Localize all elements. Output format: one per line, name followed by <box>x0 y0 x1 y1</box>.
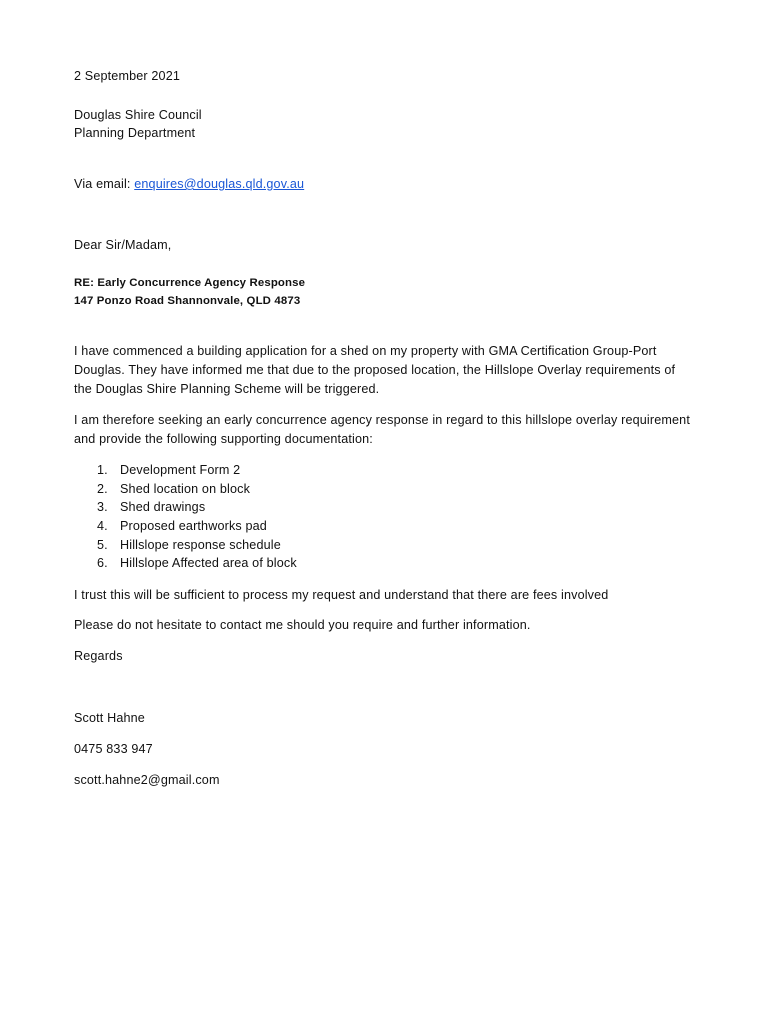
list-item-number: 3. <box>97 500 108 515</box>
via-email-label: Via email: <box>74 177 131 191</box>
list-item-text: Shed drawings <box>120 500 206 515</box>
signature-name: Scott Hahne <box>74 711 145 725</box>
paragraph-1-line-2: Douglas. They have informed me that due to the proposed location, the Hillslope Overlay requirements of <box>74 363 676 377</box>
list-item-number: 6. <box>97 556 108 571</box>
letter-date: 2 September 2021 <box>74 69 181 83</box>
list-item-number: 5. <box>97 537 108 552</box>
signature-email: scott.hahne2@gmail.com <box>74 773 220 787</box>
paragraph-1-line-1: I have commenced a building application for a shed on my property with GMA Certification Group-Port <box>74 344 657 358</box>
subject-line-1: RE: Early Concurrence Agency Response <box>74 277 306 289</box>
paragraph-3: I trust this will be sufficient to process my request and understand that there are fees involved <box>74 588 609 602</box>
list-item-text: Proposed earthworks pad <box>120 519 267 534</box>
paragraph-2-line-2: and provide the following supporting documentation: <box>74 432 373 446</box>
list-item-number: 4. <box>97 519 108 534</box>
signature-phone: 0475 833 947 <box>74 742 153 756</box>
via-email-line <box>74 175 304 193</box>
subject-line-2: 147 Ponzo Road Shannonvale, QLD 4873 <box>74 295 301 307</box>
recipient-line-1: Douglas Shire Council <box>74 108 202 122</box>
salutation: Dear Sir/Madam, <box>74 238 172 252</box>
paragraph-2-line-1: I am therefore seeking an early concurrence agency response in regard to this hillslope overlay requirement <box>74 413 690 427</box>
paragraph-4: Please do not hesitate to contact me should you require and further information. <box>74 618 531 632</box>
list-item-text: Shed location on block <box>120 481 251 496</box>
list-item-number: 2. <box>97 481 108 496</box>
list-item-text: Development Form 2 <box>120 463 241 477</box>
recipient-line-2: Planning Department <box>74 126 196 140</box>
council-email-link[interactable]: enquires@douglas.qld.gov.au <box>134 177 305 191</box>
closing: Regards <box>74 649 123 663</box>
list-item-text: Hillslope response schedule <box>120 537 281 552</box>
paragraph-1-line-3: the Douglas Shire Planning Scheme will be triggered. <box>74 382 380 396</box>
list-item-number: 1. <box>97 463 108 477</box>
list-item-text: Hillslope Affected area of block <box>120 556 297 571</box>
